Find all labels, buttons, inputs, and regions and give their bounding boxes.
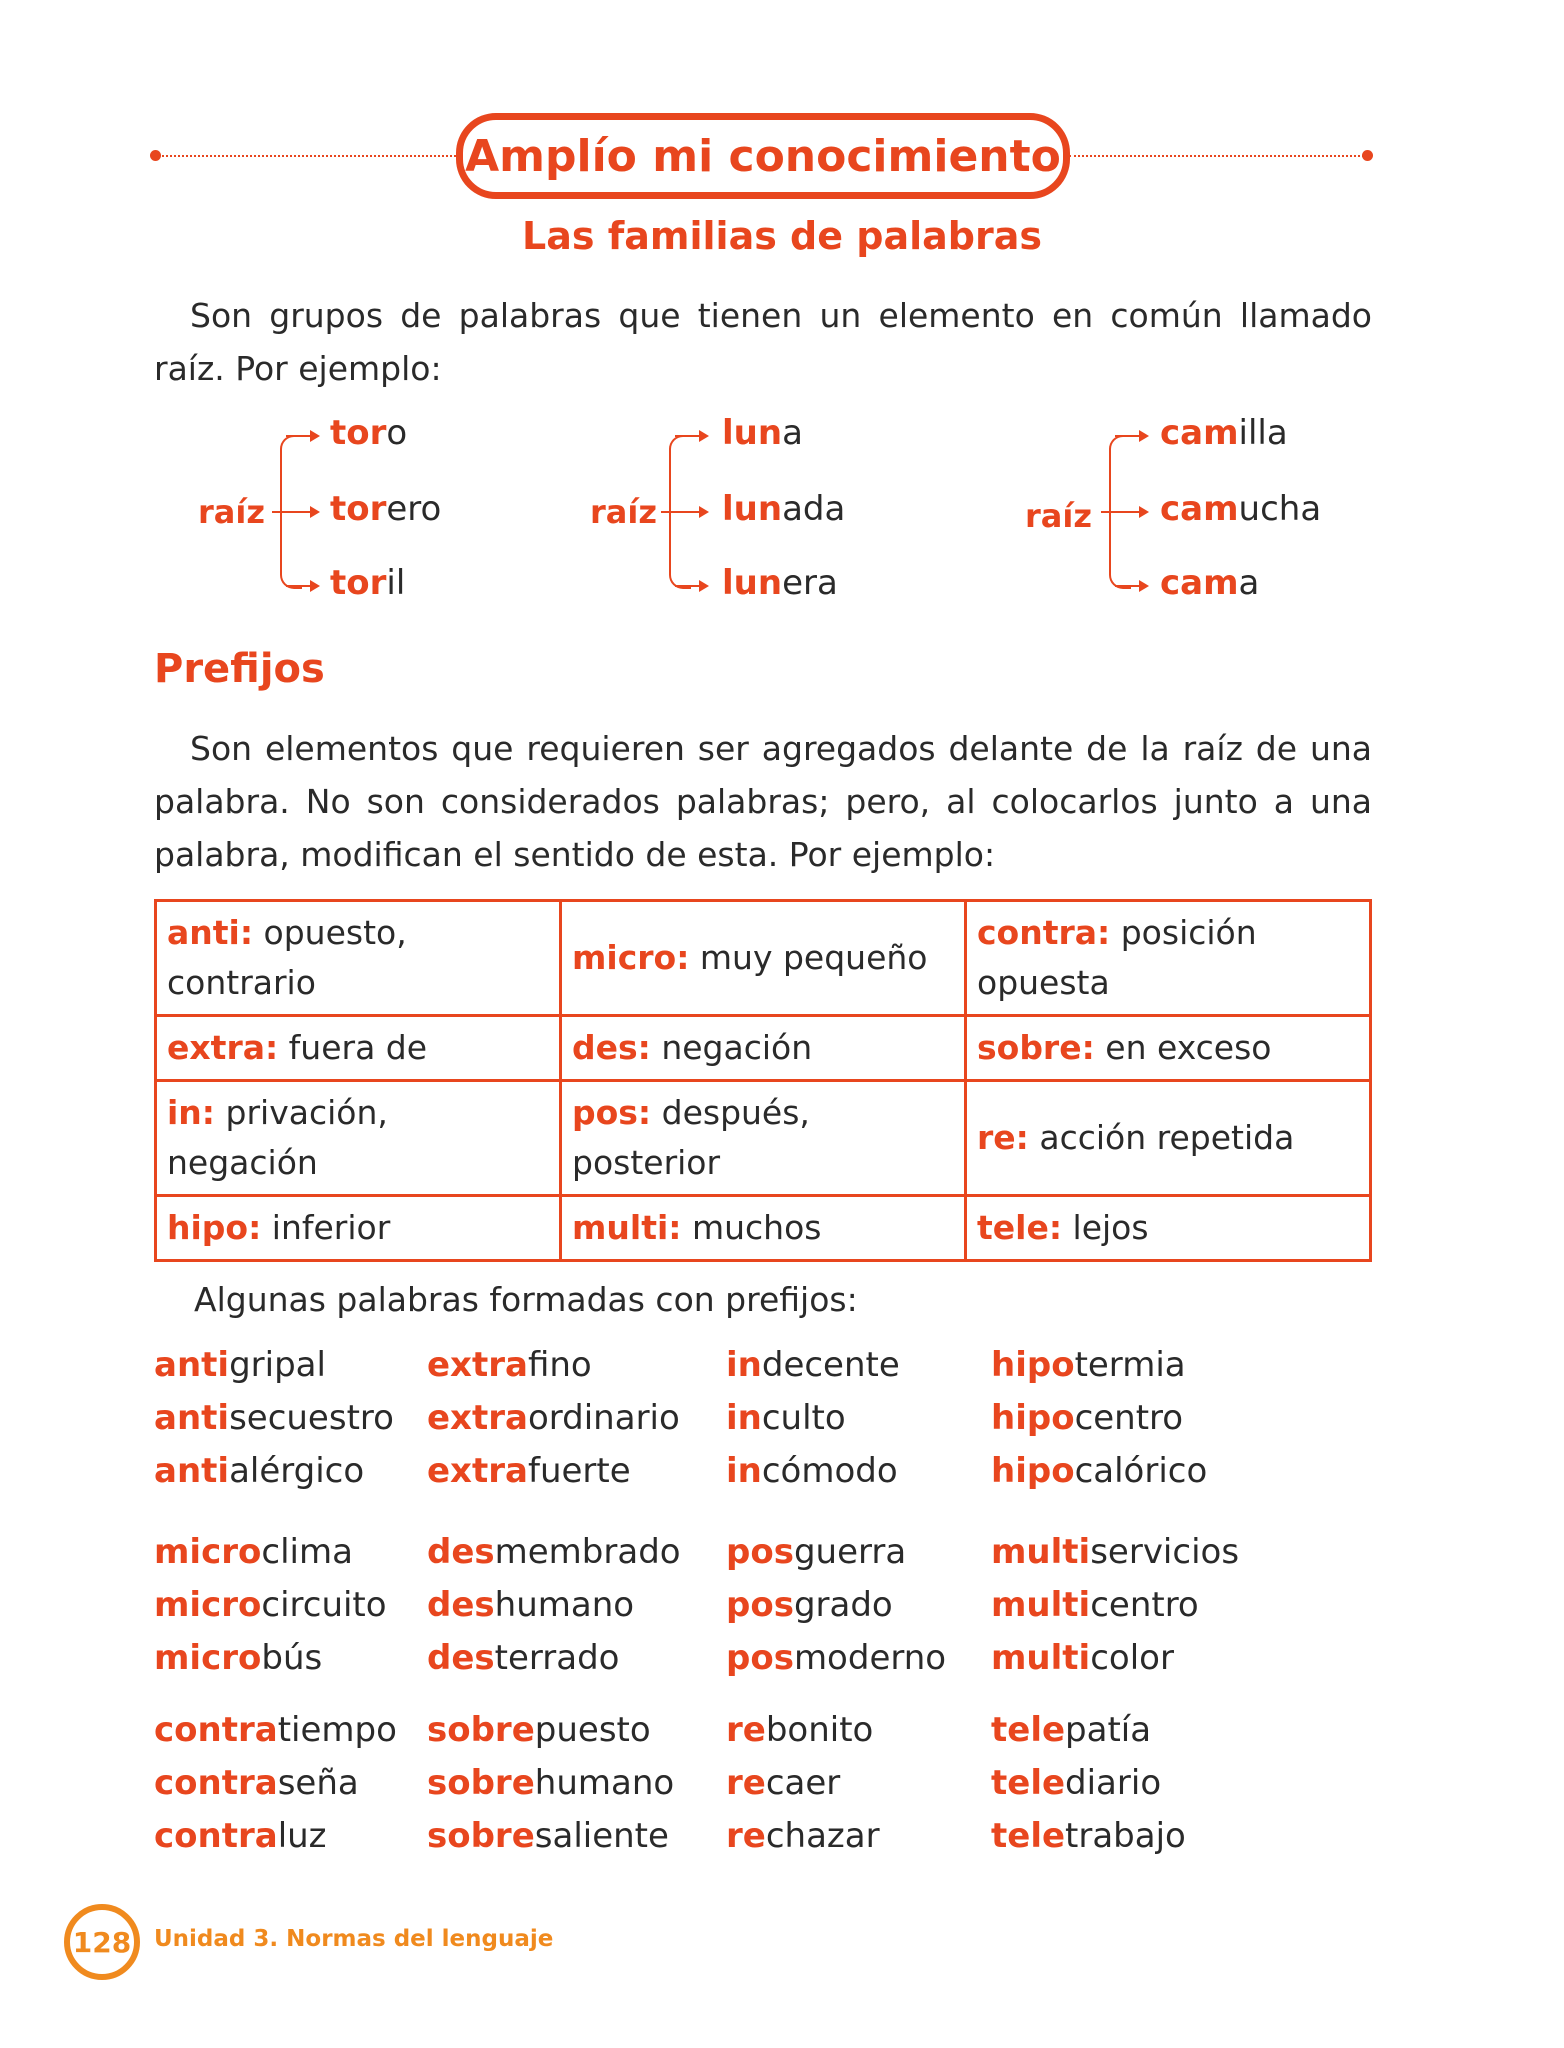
word-prefix: anti — [154, 1398, 230, 1438]
tree-word — [330, 563, 405, 603]
word-root: humano — [494, 1585, 635, 1625]
example-word — [154, 1638, 322, 1678]
prefix: in: — [167, 1093, 216, 1132]
table-cell — [966, 1196, 1371, 1261]
prefix-meaning: después, posterior — [572, 1093, 810, 1182]
word-root: bús — [261, 1638, 323, 1678]
example-word — [726, 1710, 873, 1750]
table-cell — [156, 1016, 561, 1081]
word-prefix: contra — [154, 1710, 278, 1750]
word-root: secuestro — [229, 1398, 394, 1438]
word-root: chazar — [765, 1816, 880, 1856]
word-root: gripal — [229, 1345, 326, 1385]
tree-word — [330, 489, 441, 529]
word-root: color — [1090, 1638, 1174, 1678]
word-root: membrado — [494, 1532, 681, 1572]
word-prefix: micro — [154, 1638, 262, 1678]
word-root: lun — [722, 489, 783, 529]
word-root: cam — [1160, 489, 1239, 529]
example-word — [427, 1638, 619, 1678]
word-root: ordinario — [527, 1398, 680, 1438]
word-root: cómodo — [761, 1451, 898, 1491]
word-root: bonito — [765, 1710, 874, 1750]
examples-intro: Algunas palabras formadas con prefijos: — [194, 1280, 858, 1319]
arrow-icon — [675, 585, 705, 587]
word-ending: era — [782, 563, 838, 603]
prefix: re: — [977, 1118, 1029, 1157]
word-root: humano — [534, 1763, 675, 1803]
example-word — [154, 1398, 394, 1438]
families-intro: Son grupos de palabras que tienen un elemento en común llamado raíz. Por ejemplo: — [154, 296, 1372, 388]
word-root: clima — [261, 1532, 353, 1572]
footer-unit-title: Unidad 3. Normas del lenguaje — [154, 1926, 554, 1952]
example-word — [991, 1532, 1239, 1572]
word-root: grado — [793, 1585, 893, 1625]
arrow-icon — [272, 511, 316, 513]
word-root: calórico — [1074, 1451, 1208, 1491]
word-root: fino — [527, 1345, 592, 1385]
word-root: tor — [330, 413, 387, 453]
page-number-badge — [64, 1904, 140, 1980]
table-row — [156, 1196, 1371, 1261]
word-root: tiempo — [277, 1710, 397, 1750]
word-ending: illa — [1238, 413, 1288, 453]
table-cell — [966, 1016, 1371, 1081]
table-cell — [966, 1081, 1371, 1196]
tree-word — [330, 413, 407, 453]
example-word — [991, 1763, 1161, 1803]
table-cell — [966, 901, 1371, 1016]
word-root: terrado — [494, 1638, 620, 1678]
word-root: luz — [277, 1816, 327, 1856]
word-prefix: re — [726, 1710, 766, 1750]
table-cell — [561, 1016, 966, 1081]
word-root: culto — [761, 1398, 846, 1438]
word-root: alérgico — [229, 1451, 365, 1491]
word-ending: a — [1238, 563, 1260, 603]
word-prefix: in — [726, 1345, 762, 1385]
word-root: patía — [1065, 1710, 1152, 1750]
word-ending: ucha — [1238, 489, 1322, 529]
word-prefix: des — [427, 1532, 495, 1572]
example-word — [726, 1763, 840, 1803]
header-right-dot — [1362, 150, 1373, 161]
example-word — [726, 1638, 946, 1678]
arrow-icon — [286, 585, 316, 587]
word-root: puesto — [534, 1710, 651, 1750]
word-prefix: contra — [154, 1763, 278, 1803]
word-root: termia — [1074, 1345, 1186, 1385]
arrow-icon — [675, 435, 705, 437]
prefix-table — [154, 899, 1372, 1262]
word-prefix: des — [427, 1585, 495, 1625]
word-prefix: sobre — [427, 1816, 535, 1856]
word-root: tor — [330, 489, 387, 529]
word-root: fuerte — [527, 1451, 631, 1491]
prefix: anti: — [167, 913, 254, 952]
example-word — [154, 1710, 397, 1750]
arrow-icon — [1115, 435, 1145, 437]
example-word — [726, 1585, 893, 1625]
arrow-icon — [1101, 511, 1145, 513]
prefix-meaning: privación, negación — [167, 1093, 388, 1182]
section-title: Amplío mi conocimiento — [465, 130, 1061, 182]
word-ending: ero — [386, 489, 442, 529]
example-word — [726, 1532, 906, 1572]
word-root: seña — [277, 1763, 359, 1803]
tree-word — [1160, 563, 1259, 603]
prefix-meaning: negación — [650, 1028, 813, 1067]
arrow-icon — [286, 435, 316, 437]
example-word — [991, 1345, 1186, 1385]
table-cell — [561, 1081, 966, 1196]
table-row — [156, 1016, 1371, 1081]
example-word — [991, 1816, 1186, 1856]
prefix: micro: — [572, 938, 690, 977]
prefix-meaning: en exceso — [1094, 1028, 1272, 1067]
table-cell — [156, 1081, 561, 1196]
word-root: moderno — [793, 1638, 947, 1678]
page-subtitle: Las familias de palabras — [522, 214, 1042, 258]
example-word — [154, 1451, 364, 1491]
word-prefix: tele — [991, 1710, 1066, 1750]
tree-root-label: raíz — [1025, 497, 1092, 535]
example-word — [991, 1585, 1199, 1625]
word-root: cam — [1160, 563, 1239, 603]
example-word — [726, 1451, 898, 1491]
word-prefix: hipo — [991, 1398, 1075, 1438]
tree-word — [1160, 489, 1321, 529]
example-word — [991, 1710, 1151, 1750]
word-root: servicios — [1090, 1532, 1240, 1572]
tree-word — [722, 563, 838, 603]
word-root: diario — [1065, 1763, 1162, 1803]
word-root: centro — [1090, 1585, 1199, 1625]
prefix-meaning: fuera de — [278, 1028, 428, 1067]
example-word — [991, 1638, 1174, 1678]
example-word — [427, 1585, 634, 1625]
tree-word — [722, 489, 845, 529]
word-prefix: pos — [726, 1585, 794, 1625]
table-cell — [156, 1196, 561, 1261]
word-root: circuito — [261, 1585, 387, 1625]
example-word — [991, 1398, 1183, 1438]
table-cell — [561, 1196, 966, 1261]
example-word — [427, 1532, 681, 1572]
word-prefix: des — [427, 1638, 495, 1678]
word-prefix: extra — [427, 1451, 528, 1491]
example-word — [427, 1451, 631, 1491]
word-ending: a — [782, 413, 803, 453]
word-root: caer — [765, 1763, 841, 1803]
prefix: multi: — [572, 1208, 682, 1247]
word-prefix: sobre — [427, 1710, 535, 1750]
prefix-meaning: inferior — [261, 1208, 391, 1247]
word-prefix: sobre — [427, 1763, 535, 1803]
tree-word — [722, 413, 803, 453]
word-ending: ada — [782, 489, 846, 529]
word-prefix: extra — [427, 1345, 528, 1385]
word-root: centro — [1074, 1398, 1184, 1438]
word-ending: o — [386, 413, 408, 453]
word-prefix: pos — [726, 1638, 794, 1678]
prefix: des: — [572, 1028, 651, 1067]
word-prefix: multi — [991, 1532, 1091, 1572]
word-prefix: in — [726, 1451, 762, 1491]
word-root: lun — [722, 563, 783, 603]
page-number: 128 — [72, 1925, 132, 1959]
word-prefix: re — [726, 1763, 766, 1803]
table-row — [156, 1081, 1371, 1196]
word-ending: il — [386, 563, 406, 603]
prefix: pos: — [572, 1093, 652, 1132]
word-root: tor — [330, 563, 387, 603]
word-root: saliente — [534, 1816, 669, 1856]
word-root: cam — [1160, 413, 1239, 453]
prefix-meaning: muchos — [681, 1208, 822, 1247]
example-word — [154, 1532, 353, 1572]
arrow-icon — [661, 511, 705, 513]
table-cell — [156, 901, 561, 1016]
tree-word — [1160, 413, 1288, 453]
table-row — [156, 901, 1371, 1016]
word-root: lun — [722, 413, 783, 453]
example-word — [154, 1816, 327, 1856]
prefix: tele: — [977, 1208, 1063, 1247]
word-prefix: contra — [154, 1816, 278, 1856]
word-prefix: hipo — [991, 1345, 1075, 1385]
example-word — [154, 1585, 387, 1625]
example-word — [726, 1816, 880, 1856]
example-word — [427, 1710, 651, 1750]
prefixes-heading: Prefijos — [154, 646, 325, 692]
section-banner — [456, 113, 1070, 199]
prefix: extra: — [167, 1028, 279, 1067]
example-word — [427, 1345, 592, 1385]
word-prefix: anti — [154, 1451, 230, 1491]
word-root: trabajo — [1065, 1816, 1186, 1856]
example-word — [427, 1398, 680, 1438]
prefix-meaning: opuesto, contrario — [167, 913, 407, 1002]
example-word — [154, 1763, 359, 1803]
word-root: decente — [761, 1345, 900, 1385]
word-root: guerra — [793, 1532, 907, 1572]
prefix: contra: — [977, 913, 1111, 952]
word-prefix: tele — [991, 1816, 1066, 1856]
example-word — [427, 1763, 674, 1803]
word-prefix: extra — [427, 1398, 528, 1438]
prefix-meaning: acción repetida — [1028, 1118, 1295, 1157]
prefix-meaning: posición opuesta — [977, 913, 1257, 1002]
arrow-icon — [1115, 585, 1145, 587]
prefix: sobre: — [977, 1028, 1095, 1067]
header-dotted-line-left — [158, 155, 456, 157]
word-prefix: multi — [991, 1638, 1091, 1678]
word-prefix: multi — [991, 1585, 1091, 1625]
header-dotted-line-right — [1069, 155, 1364, 157]
example-word — [427, 1816, 669, 1856]
word-prefix: micro — [154, 1532, 262, 1572]
word-prefix: anti — [154, 1345, 230, 1385]
table-cell — [561, 901, 966, 1016]
word-prefix: in — [726, 1398, 762, 1438]
prefix: hipo: — [167, 1208, 262, 1247]
word-prefix: pos — [726, 1532, 794, 1572]
prefix-meaning: muy pequeño — [689, 938, 928, 977]
tree-root-label: raíz — [590, 493, 657, 531]
word-prefix: re — [726, 1816, 766, 1856]
prefix-meaning: lejos — [1062, 1208, 1149, 1247]
example-word — [154, 1345, 326, 1385]
example-word — [726, 1345, 900, 1385]
example-word — [726, 1398, 846, 1438]
prefixes-intro: Son elementos que requieren ser agregados delante de la raíz de una palabra. No son considerados palabras; pero, al colocarlos junto a una palabra, modifican el sentido de esta. Por ejemplo: — [154, 729, 1372, 874]
word-prefix: hipo — [991, 1451, 1075, 1491]
word-prefix: micro — [154, 1585, 262, 1625]
tree-root-label: raíz — [198, 493, 265, 531]
example-word — [991, 1451, 1207, 1491]
word-prefix: tele — [991, 1763, 1066, 1803]
